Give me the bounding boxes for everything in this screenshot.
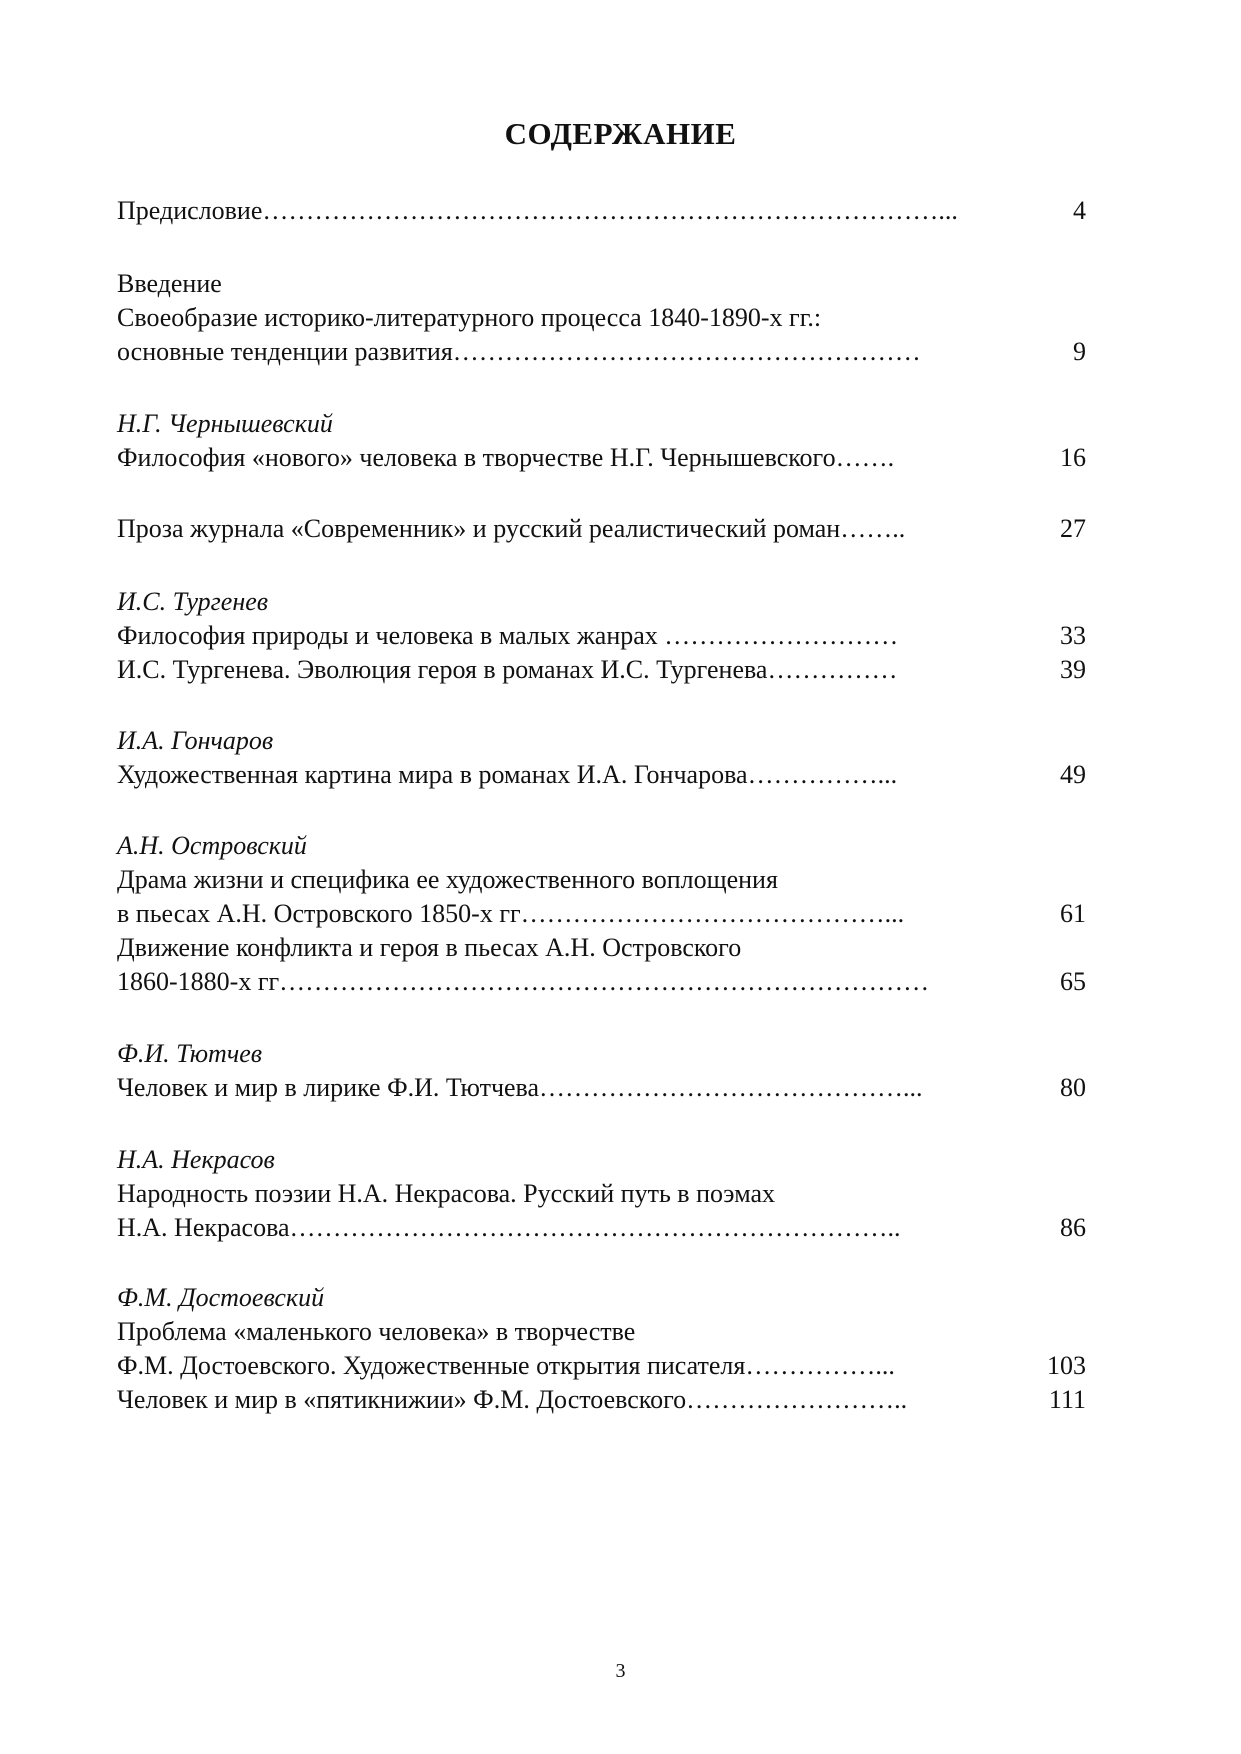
toc-entry: Н.А. Некрасова…………………………………………………………….. [117,1213,901,1242]
toc-author-heading: Ф.М. Достоевский [117,1283,325,1312]
page-number: 3 [615,1660,626,1682]
toc-page-number: 27 [1060,514,1086,543]
toc-page-number: 9 [1073,337,1086,366]
toc-page-number: 33 [1060,621,1086,650]
toc-author-heading: Н.Г. Чернышевский [117,409,333,438]
toc-page-number: 16 [1060,443,1086,472]
toc-entry: Философия природы и человека в малых жанрах ……………………… [117,621,899,650]
toc-page-number: 39 [1060,655,1086,684]
toc-entry: Драма жизни и специфика ее художественного воплощения [117,865,778,894]
toc-page-number: 103 [1047,1351,1086,1380]
toc-author-heading: Ф.И. Тютчев [117,1039,263,1068]
toc-entry: Философия «нового» человека в творчестве Н.Г. Чернышевского……. [117,443,895,472]
toc-entry: Движение конфликта и героя в пьесах А.Н. Островского [117,933,742,962]
page-title: СОДЕРЖАНИЕ [504,116,737,151]
toc-section-heading: Введение [117,269,222,298]
toc-page-number: 61 [1060,899,1086,928]
toc-entry: Предисловие……………………………………………………………………... [117,196,958,225]
toc-entry: Человек и мир в лирике Ф.И. Тютчева……………………………………... [117,1073,923,1102]
toc-entry: Проблема «маленького человека» в творчестве [117,1317,636,1346]
toc-page-number: 80 [1060,1073,1086,1102]
toc-page-number: 4 [1073,196,1086,225]
toc-page-number: 65 [1060,967,1086,996]
toc-entry: в пьесах А.Н. Островского 1850-х гг……………………………………... [117,899,905,928]
toc-entry: Человек и мир в «пятикнижии» Ф.М. Достоевского…………………….. [117,1385,908,1414]
toc-page-number: 49 [1060,760,1086,789]
toc-entry: Проза журнала «Современник» и русский реалистический роман…….. [117,514,906,543]
toc-entry: Своеобразие историко-литературного процесса 1840-1890-х гг.: [117,303,822,332]
toc-author-heading: А.Н. Островский [117,831,307,860]
toc-entry: Народность поэзии Н.А. Некрасова. Русский путь в поэмах [117,1179,776,1208]
toc-entry: И.С. Тургенева. Эволюция героя в романах И.С. Тургенева…………… [117,655,898,684]
toc-author-heading: И.А. Гончаров [117,726,274,755]
toc-page-number: 86 [1060,1213,1086,1242]
toc-author-heading: Н.А. Некрасов [117,1145,275,1174]
toc-entry: основные тенденции развития……………………………………………… [117,337,921,366]
toc-author-heading: И.С. Тургенев [117,587,269,616]
toc-entry: Ф.М. Достоевского. Художественные открытия писателя……………... [117,1351,895,1380]
toc-page-number: 111 [1048,1385,1086,1414]
toc-entry: Художественная картина мира в романах И.А. Гончарова……………... [117,760,898,789]
toc-entry: 1860-1880-х гг………………………………………………………………… [117,967,930,996]
